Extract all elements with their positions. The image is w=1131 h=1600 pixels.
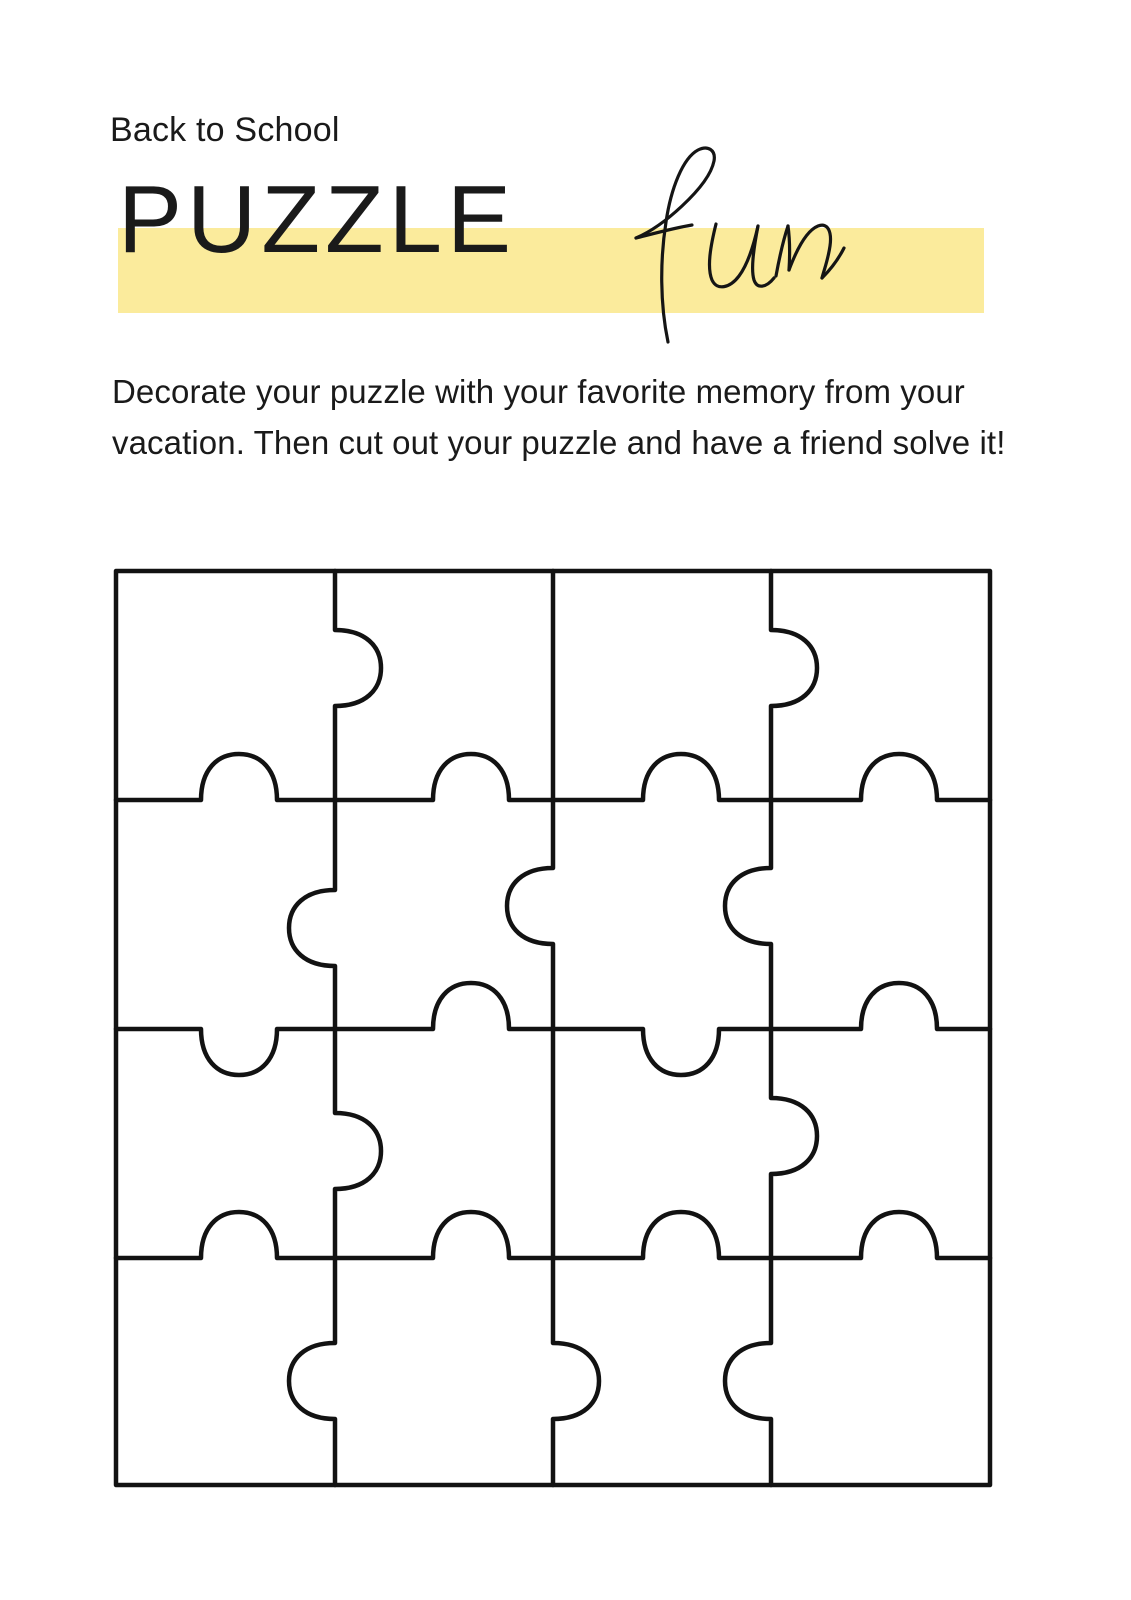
puzzle-grid	[113, 568, 993, 1488]
page-title: PUZZLE	[118, 166, 517, 273]
script-word-fun	[540, 128, 900, 358]
title-block	[110, 160, 1010, 335]
instructions-text: Decorate your puzzle with your favorite memory from your vacation. Then cut out your puzzle and have a friend solve it!	[112, 373, 1006, 462]
eyebrow-text: Back to School	[110, 111, 340, 149]
